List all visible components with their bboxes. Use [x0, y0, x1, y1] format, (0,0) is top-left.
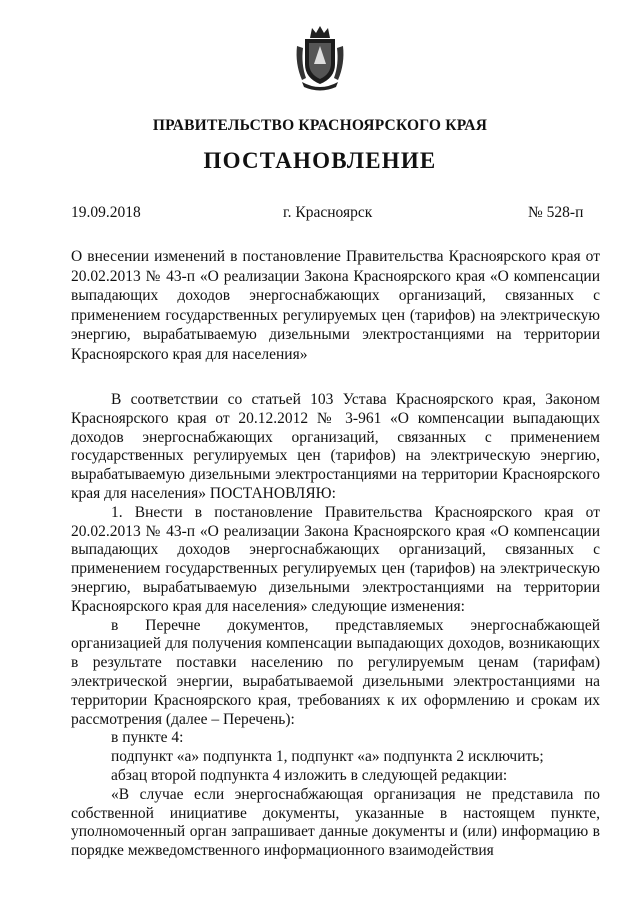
document-city: г. Красноярск — [283, 204, 373, 221]
clause-1-paragraph: 1. Внести в постановление Правительства Красноярского края от 20.02.2013 № 43-п «О реализации Закона Красноярского края «О компенсации выпадающих доходов энергоснабжающих организаций, связанных с применением государственных регулируемых цен (тарифов) на электрическую энергию, вырабатываемую дизельными электростанциями на территории Красноярского края для населения» следующие изменения: — [71, 503, 600, 615]
preamble-paragraph: В соответствии со статьей 103 Устава Красноярского края, Законом Красноярского края от 20.12.2012 № 3-961 «О компенсации выпадающих доходов энергоснабжающих организаций, связанных с применением государственных регулируемых цен (тарифов) на электрическую энергию, вырабатываемую дизельными электростанциями на территории Красноярского края для населения» ПОСТАНОВЛЯЮ: — [71, 391, 600, 502]
quoted-text-paragraph: «В случае если энергоснабжающая организация не представила по собственной инициативе документы, указанные в настоящем пункте, уполномоченный орган запрашивает данные документы и (или) информацию в порядке межведомственного информационного взаимодействия — [71, 785, 600, 860]
coat-of-arms-emblem — [294, 24, 346, 92]
document-body — [71, 391, 600, 861]
subitem-rewording-paragraph: абзац второй подпункта 4 изложить в следующей редакции: — [111, 766, 508, 784]
document-date: 19.09.2018 — [71, 204, 141, 221]
item-4-paragraph: в пункте 4: — [111, 729, 184, 747]
document-number: № 528-п — [528, 204, 584, 221]
list-amendment-paragraph: в Перечне документов, представляемых энергоснабжающей организацией для получения компенсации выпадающих доходов, возникающих в результате поставки населению по регулируемым ценам (тарифам) электрической энергии, вырабатываемой дизельными электростанциями на территории Красноярского края, требованиях к их оформлению и срокам их рассмотрения (далее – Перечень): — [71, 616, 600, 728]
document-subject: О внесении изменений в постановление Правительства Красноярского края от 20.02.2013 № 43-п «О реализации Закона Красноярского края «О компенсации выпадающих доходов энергоснабжающих организаций, связанных с применением государственных регулируемых цен (тарифов) на электрическую энергию, вырабатываемую дизельными электростанциями на территории Красноярского края для населения» — [71, 248, 600, 363]
subitem-exclusion-paragraph: подпункт «а» подпункта 1, подпункт «а» подпункта 2 исключить; — [111, 748, 544, 766]
document-type-title: ПОСТАНОВЛЕНИЕ — [203, 148, 437, 173]
government-title: ПРАВИТЕЛЬСТВО КРАСНОЯРСКОГО КРАЯ — [152, 117, 488, 134]
